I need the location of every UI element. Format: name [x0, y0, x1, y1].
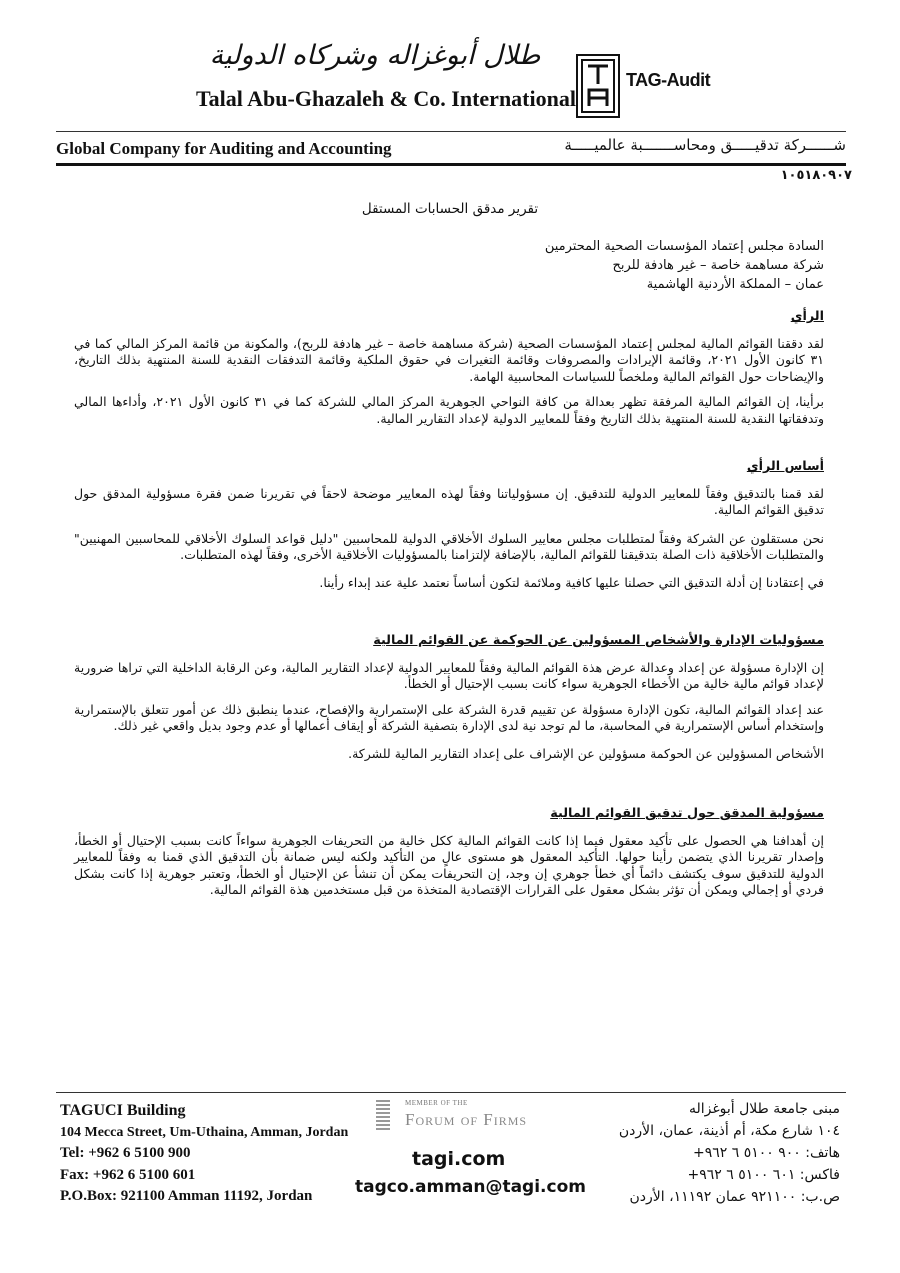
section-heading: مسؤوليات الإدارة والأشخاص المسؤولين عن الحوكمة عن القوائم المالية — [373, 633, 824, 648]
section-management — [74, 633, 824, 762]
section-auditor — [74, 806, 824, 899]
footer-tel: Tel: +962 6 5100 900 — [60, 1145, 191, 1161]
website-link[interactable]: tagi.com — [412, 1148, 506, 1170]
paragraph: إن أهدافنا هي الحصول على تأكيد معقول فيما إذا كانت القوائم المالية ككل خالية من التحريفات الجوهرية سواءاً كانت بسبب الإحتيال أو الخطأ، وإصدار تقريرنا الذي يتضمن رأينا حولها. التأكيد المعقول هو مستوى عالٍ من التأكيد ولكنه ليس ضمانة بأن التدقيق الذي قمنا به وفقاً للمعايير الدولية للتدقيق سوف يكتشف دائماً أي خطأ جوهري إن وجد، إن التحريفات يمكن أن تنشأ عن الإحتيال أو الخطأ، وتعتبر جوهرية إذا كانت بشكل فردي أو إجمالي ويمكن أن تؤثر بشكل معقول على القرارات الإقتصادية المتخذة من قبل مستخدمين هذة القوائم المالية. — [74, 832, 824, 897]
header-rule — [56, 131, 846, 132]
paragraph: الأشخاص المسؤولين عن الحوكمة مسؤولين عن الإشراف على إعداد التقارير المالية للشركة. — [348, 745, 824, 761]
addressee-block — [74, 237, 824, 294]
company-name-arabic: طلال أبوغزاله وشركاه الدولية — [209, 40, 541, 71]
paragraph: عند إعداد القوائم المالية، تكون الإدارة مسؤولة عن تقييم قدرة الشركة على الإستمرارية والإفصاح، عندما ينطبق ذلك عن أمور تتعلق بالإستمرارية وإستخدام أساس الإستمرارية في المحاسبة، ما لم توجد نية لدى الإدارة بتصفية الشركة أو إيقاف أعمالها أو عدم وجود بديل واقعي غير ذلك. — [74, 701, 824, 733]
footer-address: 104 Mecca Street, Um-Uthaina, Amman, Jordan — [60, 1124, 349, 1140]
tag-logo-icon — [576, 54, 620, 118]
section-heading: مسؤولية المدقق حول تدقيق القوائم المالية — [550, 806, 824, 821]
tagline-arabic: شــــــركة تدقيـــــق ومحاســـــــبة عالميـــــة — [564, 136, 846, 154]
footer-pobox-ar: ص.ب: ٩٢١١٠٠ عمان ١١١٩٢، الأردن — [629, 1189, 840, 1205]
addressee-line: السادة مجلس إعتماد المؤسسات الصحية المحترمين — [544, 239, 824, 254]
tagline-english: Global Company for Auditing and Accounting — [56, 139, 392, 158]
footer-fax-ar: فاكس: ٦٠١ ٥١٠٠ ٦ ٩٦٢+ — [687, 1167, 840, 1183]
section-basis — [74, 459, 824, 591]
reference-number: ١٠٥١٨٠٩٠٧ — [780, 168, 852, 183]
footer-building: TAGUCI Building — [60, 1102, 186, 1119]
footer-tel-ar: هاتف: ٩٠٠ ٥١٠٠ ٦ ٩٦٢+ — [692, 1145, 840, 1161]
section-opinion — [74, 309, 824, 427]
forum-of-firms-icon — [376, 1100, 390, 1130]
paragraph: لقد قمنا بالتدقيق وفقاً للمعايير الدولية للتدقيق. إن مسؤولياتنا وفقاً لهذه المعايير موضحة لاحقاً في تقريرنا ضمن فقرة مسؤولية المدقق حول تدقيق القوائم المالية. — [74, 485, 824, 517]
paragraph: نحن مستقلون عن الشركة وفقاً لمتطلبات مجلس معايير السلوك الأخلاقي الدولية للمحاسبين "دليل قواعد السلوك الأخلاقي للمحاسبين المهنيين" والمتطلبات الأخلاقية ذات الصلة بتدقيقنا للقوائم المالية، بالإضافة لإلتزامنا بالمسؤوليات الأخلاقية الأخرى، وفقاً لهذه المتطلبات. — [74, 530, 824, 562]
footer-rule — [56, 1092, 846, 1093]
section-heading: الرأي — [790, 309, 824, 324]
paragraph: لقد دققنا القوائم المالية لمجلس إعتماد المؤسسات الصحية (شركة مساهمة خاصة – غير هادفة للربح)، والمكونة من قائمة المركز المالي كما في ٣١ كانون الأول ٢٠٢١، وقائمة الإيرادات والمصروفات وقائمة التغيرات في حقوق الملكية وقائمة التدفقات النقدية للسنة المنتهية بذلك التاريخ، والإيضاحات حول القوائم المالية وملخصاً للسياسات المحاسبية الهامة. — [74, 335, 824, 384]
footer-pobox: P.O.Box: 921100 Amman 11192, Jordan — [60, 1188, 313, 1204]
paragraph: إن الإدارة مسؤولة عن إعداد وعدالة عرض هذة القوائم المالية وفقاً للمعايير الدولية لإعداد التقارير المالية، وعن الرقابة الداخلية التي تراها ضرورية لإعداد قوائم مالية خالية من الأخطاء الجوهرية سواء كانت بسبب الإحتيال أو الخطأ. — [74, 659, 824, 691]
section-heading: أساس الرأي — [746, 459, 824, 474]
footer-building-ar: مبنى جامعة طلال أبوغزاله — [688, 1101, 840, 1117]
logo-text: TAG-Audit — [626, 70, 711, 90]
footer-arabic-contact — [619, 1098, 840, 1208]
report-title: تقرير مدقق الحسابات المستقل — [361, 201, 539, 217]
forum-of-firms-label: Forum of Firms — [405, 1110, 528, 1129]
addressee-line: عمان – المملكة الأردنية الهاشمية — [646, 277, 824, 292]
forum-member-label: MEMBER OF THE — [405, 1099, 468, 1107]
paragraph: في إعتقادنا إن أدلة التدقيق التي حصلنا عليها كافية وملائمة لتكون أساساً نعتمد علية عند إبداء رأينا. — [319, 574, 824, 590]
footer-english-contact — [60, 1100, 348, 1208]
header-thick-rule — [56, 163, 846, 166]
email-link[interactable]: tagco.amman@tagi.com — [355, 1177, 586, 1197]
footer-address-ar: ١٠٤ شارع مكة، أم أذينة، عمان، الأردن — [618, 1123, 840, 1139]
addressee-line: شركة مساهمة خاصة – غير هادفة للربح — [612, 258, 824, 273]
company-name-english: Talal Abu-Ghazaleh & Co. International — [196, 86, 576, 111]
footer-fax: Fax: +962 6 5100 601 — [60, 1166, 196, 1183]
paragraph: برأينا، إن القوائم المالية المرفقة تظهر بعدالة من كافة النواحي الجوهرية المركز المالي للشركة كما في ٣١ كانون الأول ٢٠٢١، وأداءها المالي وتدفقاتها النقدية للسنة المنتهية بذلك التاريخ وفقاً للمعايير الدولية لإعداد التقارير المالية. — [74, 394, 824, 426]
